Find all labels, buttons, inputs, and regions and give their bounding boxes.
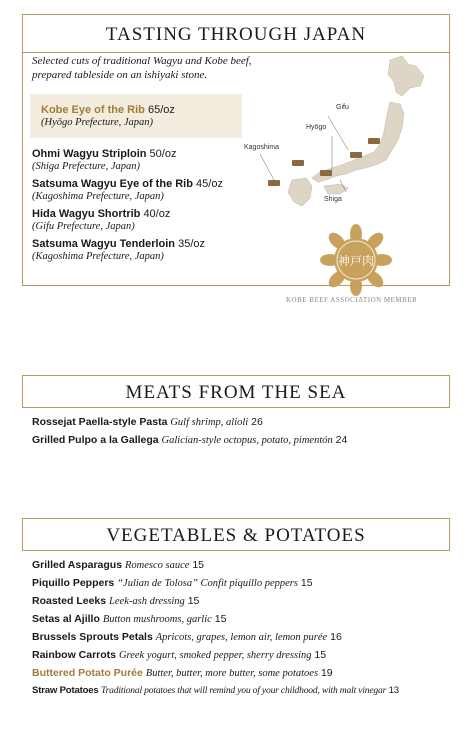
- kobe-seal-text: 神戸肉: [337, 254, 375, 268]
- veg-title: VEGETABLES & POTATOES: [106, 525, 366, 546]
- menu-item-name: Piquillo Peppers: [32, 577, 115, 589]
- cow-icon: [292, 160, 304, 166]
- cow-icon: [368, 138, 380, 144]
- wagyu-item: [32, 208, 170, 233]
- wagyu-item-origin: (Shiga Prefecture, Japan): [32, 161, 140, 172]
- wagyu-item-name: Hida Wagyu Shortrib: [32, 208, 141, 220]
- wagyu-item-price: 45/oz: [196, 178, 223, 190]
- menu-item-name: Rainbow Carrots: [32, 649, 117, 661]
- menu-item-desc: “Julian de Tolosa” Confit piquillo peppers: [117, 578, 298, 589]
- menu-item-price: 16: [330, 631, 342, 643]
- menu-item-desc: Traditional potatoes that will remind you of your childhood, with malt vinegar: [100, 685, 387, 696]
- menu-item-desc: Butter, butter, more butter, some potatoes: [145, 668, 319, 679]
- cow-icon: [350, 152, 362, 158]
- wagyu-item-price: 50/oz: [149, 148, 177, 160]
- menu-item-name: Brussels Sprouts Petals: [32, 631, 153, 643]
- menu-item: [32, 595, 199, 607]
- featured-item-origin: (Hyōgo Prefecture, Japan): [41, 117, 154, 128]
- menu-item: [32, 667, 333, 679]
- wagyu-item-name: Satsuma Wagyu Tenderloin: [32, 238, 176, 250]
- tasting-intro: Selected cuts of traditional Wagyu and Kobe beef, prepared tableside on an ishiyaki stone.: [32, 55, 252, 81]
- menu-item-price: 15: [187, 595, 200, 607]
- hokkaido-shape: [388, 56, 424, 96]
- menu-item-desc: Galician-style octopus, potato, pimentón: [161, 435, 333, 446]
- menu-item-desc: Greek yogurt, smoked pepper, sherry dressing: [118, 650, 312, 661]
- menu-item-price: 19: [320, 667, 333, 679]
- cow-icon: [268, 180, 280, 186]
- featured-item-price: 65/oz: [147, 104, 175, 116]
- kobe-association-member-text: KOBE BEEF ASSOCIATION MEMBER: [286, 296, 418, 304]
- menu-item: [32, 559, 204, 571]
- menu-item-price: 15: [314, 649, 327, 661]
- menu-item-price: 24: [335, 434, 348, 446]
- map-label-hyogo: Hyōgo: [306, 124, 327, 131]
- map-label-kagoshima: Kagoshima: [244, 144, 280, 151]
- wagyu-item: [32, 178, 223, 203]
- menu-item: [32, 649, 326, 661]
- menu-item-price: 13: [388, 685, 399, 696]
- menu-item: [32, 577, 313, 589]
- wagyu-item-origin: (Kagoshima Prefecture, Japan): [32, 251, 164, 262]
- menu-item-desc: Leek-ash dressing: [109, 596, 185, 607]
- menu-item-name: Grilled Pulpo a la Gallega: [32, 434, 159, 446]
- map-label-gifu: Gifu: [336, 104, 349, 111]
- featured-item-name: Kobe Eye of the Rib: [41, 104, 145, 116]
- menu-item: [32, 434, 347, 446]
- featured-item: [41, 104, 175, 129]
- sea-title-box: [22, 375, 450, 408]
- menu-item-price: 26: [251, 416, 263, 428]
- menu-item-name: Grilled Asparagus: [32, 559, 123, 571]
- menu-item-desc: Button mushrooms, garlic: [102, 614, 212, 625]
- menu-item-name: Rossejat Paella-style Pasta: [32, 416, 168, 428]
- menu-item-name: Setas al Ajillo: [32, 613, 100, 625]
- menu-item: [32, 416, 263, 428]
- kobe-beef-seal: [320, 224, 392, 296]
- tasting-title: TASTING THROUGH JAPAN: [105, 24, 367, 45]
- wagyu-item-origin: (Kagoshima Prefecture, Japan): [32, 191, 164, 202]
- menu-item-name: Straw Potatoes: [32, 685, 99, 696]
- menu-item-price: 15: [300, 577, 313, 589]
- menu-item: [32, 613, 226, 625]
- veg-title-box: [22, 518, 450, 551]
- map-label-shiga: Shiga: [324, 196, 342, 203]
- cow-icon: [320, 170, 332, 176]
- menu-item-price: 15: [192, 559, 205, 571]
- menu-item-name: Roasted Leeks: [32, 595, 107, 607]
- wagyu-item-name: Ohmi Wagyu Striploin: [32, 148, 147, 160]
- menu-item-price: 15: [214, 613, 227, 625]
- wagyu-item-origin: (Gifu Prefecture, Japan): [32, 221, 135, 232]
- menu-item: [32, 685, 399, 696]
- wagyu-item-price: 35/oz: [178, 238, 206, 250]
- wagyu-item: [32, 238, 205, 263]
- menu-item: [32, 631, 342, 643]
- wagyu-item: [32, 148, 176, 173]
- menu-item-name: Buttered Potato Purée: [32, 667, 143, 679]
- japan-map: [240, 52, 440, 217]
- menu-item-desc: Apricots, grapes, lemon air, lemon purée: [155, 632, 328, 643]
- kyushu-shape: [288, 178, 312, 206]
- menu-item-desc: Gulf shrimp, alioli: [170, 417, 249, 428]
- wagyu-item-name: Satsuma Wagyu Eye of the Rib: [32, 178, 193, 190]
- wagyu-item-price: 40/oz: [143, 208, 171, 220]
- sea-title: MEATS FROM THE SEA: [125, 382, 347, 403]
- menu-item-desc: Romesco sauce: [124, 560, 190, 571]
